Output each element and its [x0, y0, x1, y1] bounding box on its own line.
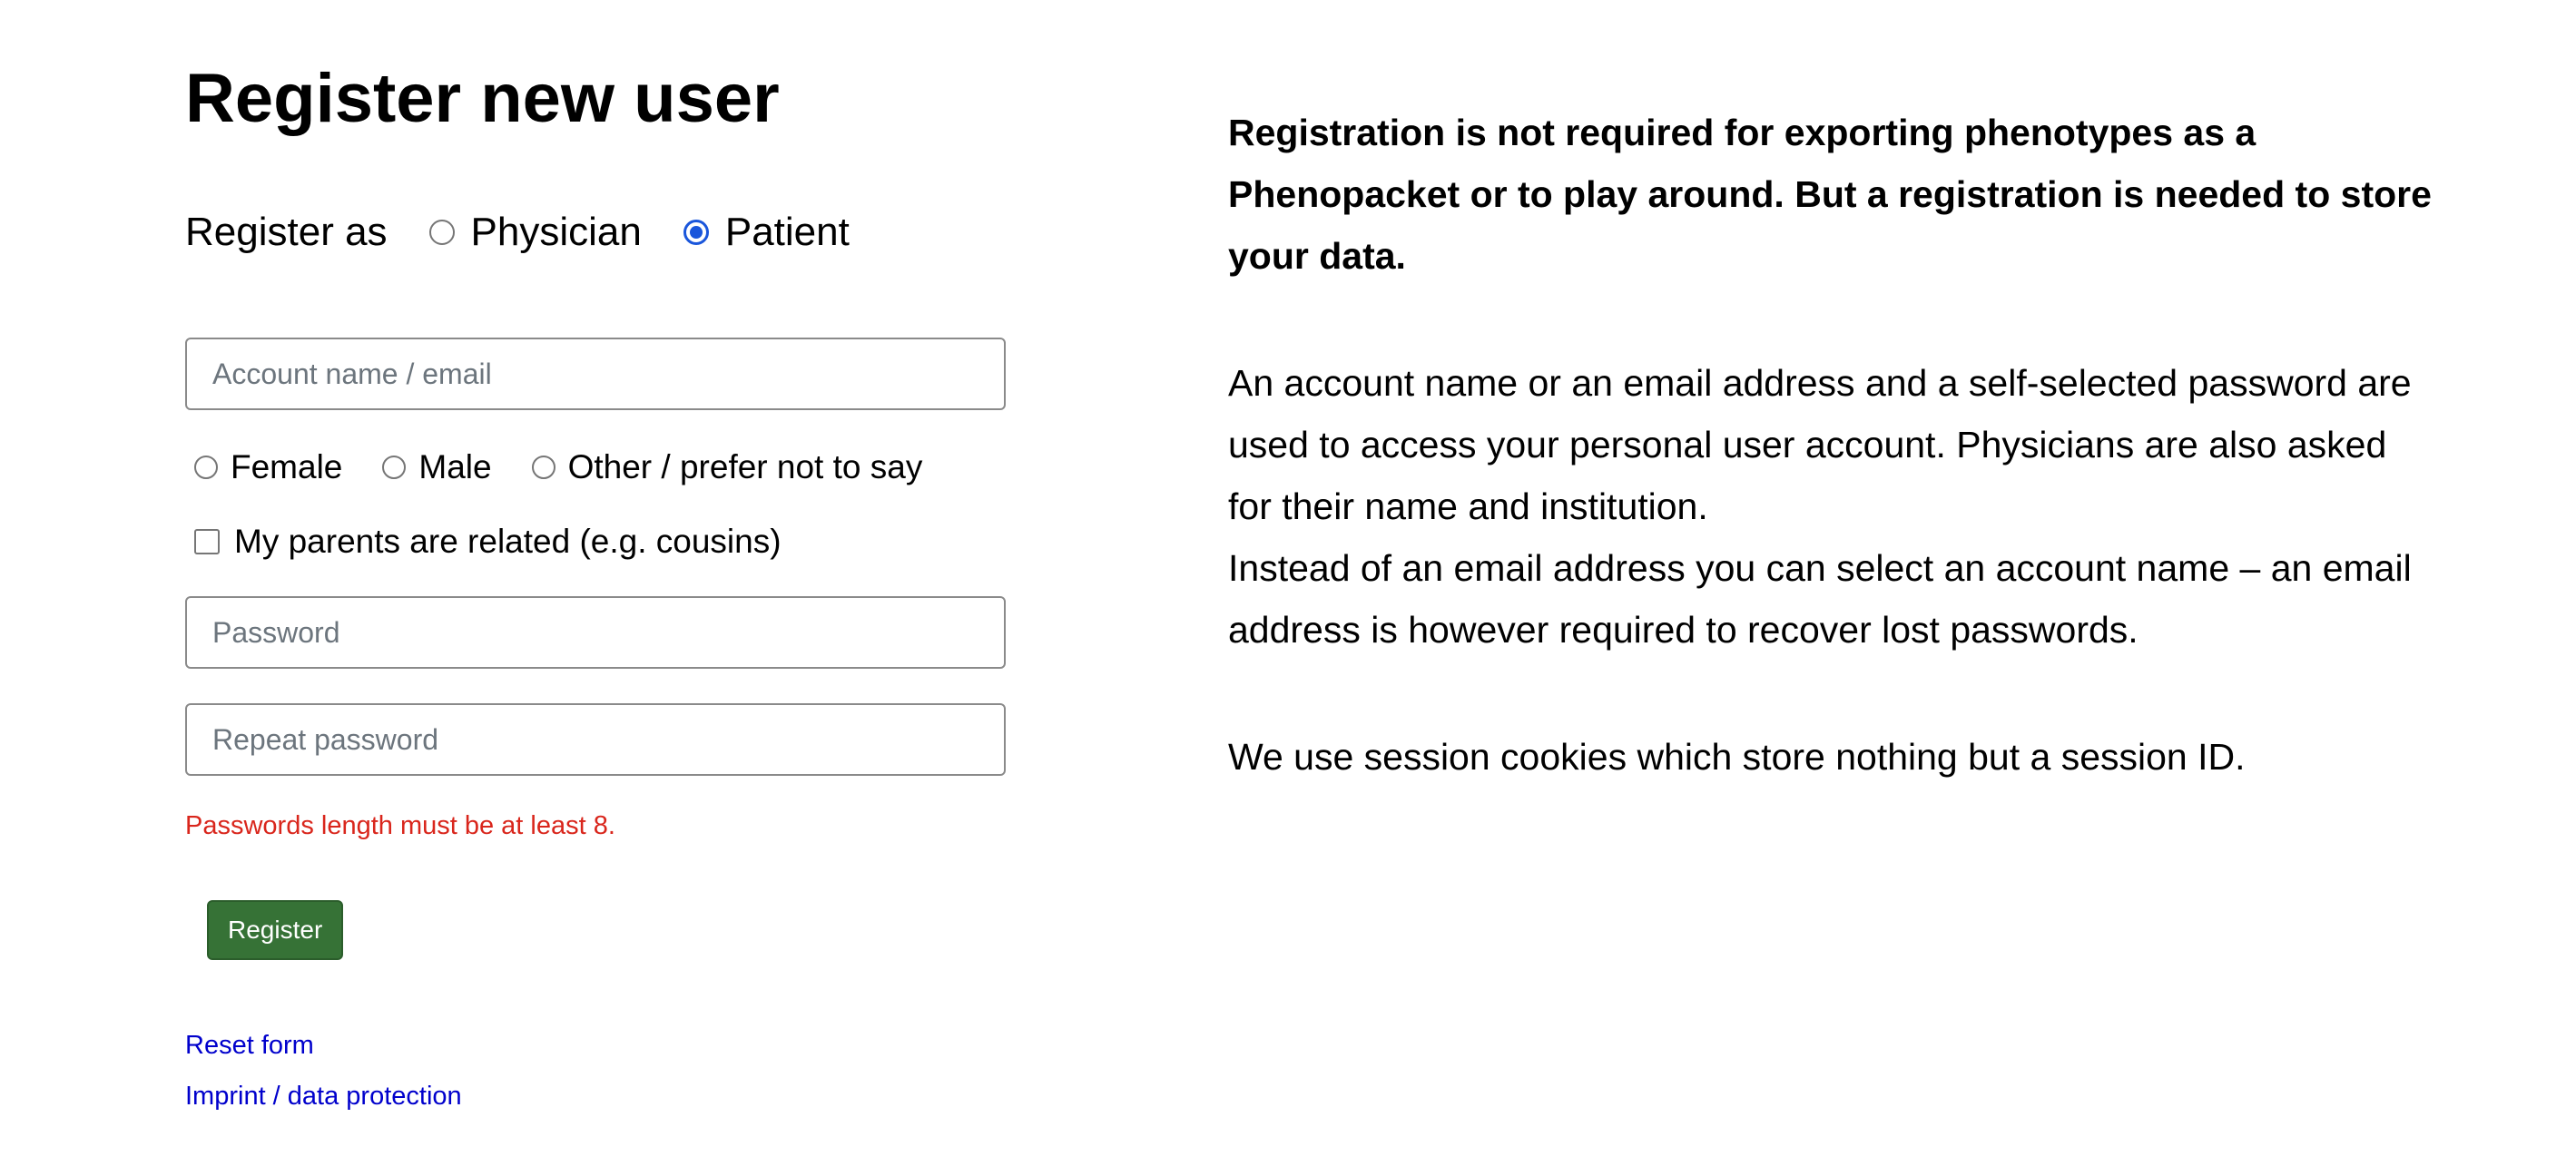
radio-patient[interactable] [683, 220, 709, 245]
gender-option-male-label: Male [418, 448, 492, 485]
reset-form-link[interactable]: Reset form [185, 1031, 314, 1060]
role-label: Register as [185, 210, 388, 254]
registration-info [1228, 102, 2435, 788]
gender-option-female-label: Female [231, 448, 343, 485]
password-error-message: Passwords length must be at least 8. [185, 811, 615, 840]
account-name-input[interactable] [185, 338, 1006, 410]
gender-selector [194, 445, 922, 490]
parents-related-option[interactable] [194, 519, 782, 564]
gender-option-male[interactable] [382, 448, 491, 486]
radio-female[interactable] [194, 456, 218, 479]
info-email-paragraph: Instead of an email address you can select an account name – an email address is however required to recover lost passwords. [1228, 547, 2412, 651]
parents-related-checkbox[interactable] [194, 529, 220, 554]
parents-related-label: My parents are related (e.g. cousins) [234, 523, 782, 560]
info-bold-paragraph: Registration is not required for exporting phenotypes as a Phenopacket or to play around. But a registration is needed to store your data. [1228, 112, 2432, 277]
repeat-password-input[interactable] [185, 703, 1006, 776]
role-option-patient[interactable] [683, 210, 850, 255]
role-option-patient-label: Patient [724, 210, 850, 254]
radio-other[interactable] [532, 456, 556, 479]
password-input[interactable] [185, 596, 1006, 669]
role-selector [185, 205, 850, 260]
info-access-paragraph: An account name or an email address and a self-selected password are used to access your personal user account. Physicians are also asked for their name and institution. [1228, 362, 2412, 527]
radio-physician[interactable] [429, 220, 455, 245]
gender-option-female[interactable] [194, 448, 342, 486]
imprint-link[interactable]: Imprint / data protection [185, 1082, 462, 1111]
role-option-physician[interactable] [429, 210, 642, 255]
register-button[interactable]: Register [207, 900, 343, 960]
page-title: Register new user [185, 60, 780, 137]
radio-male[interactable] [382, 456, 406, 479]
info-cookies-paragraph: We use session cookies which store nothing but a session ID. [1228, 736, 2246, 778]
role-option-physician-label: Physician [470, 210, 642, 254]
gender-option-other-label: Other / prefer not to say [567, 448, 923, 485]
gender-option-other[interactable] [532, 448, 923, 486]
